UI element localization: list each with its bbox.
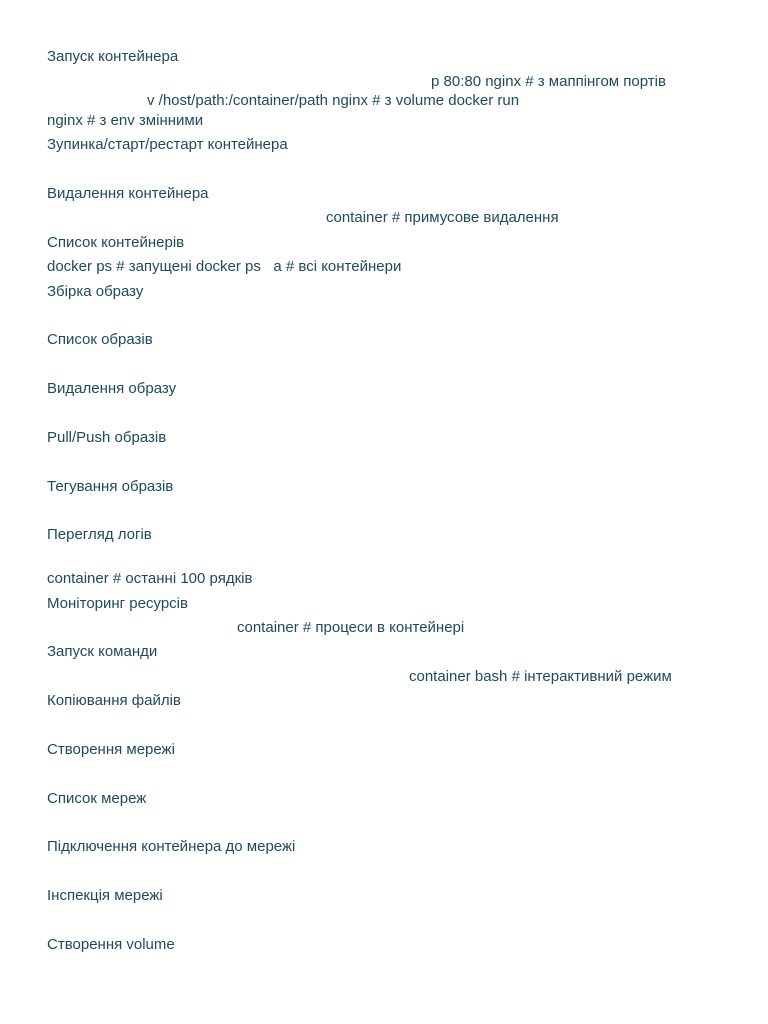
section-heading-create-network: Створення мережі — [47, 741, 175, 758]
section-heading-exec-command: Запуск команди — [47, 643, 158, 660]
code-comment-tail-100: container # останні 100 рядків — [47, 570, 253, 587]
code-comment-volume: v /host/path:/container/path nginx # з volume docker run — [147, 92, 520, 109]
code-comment-port-mapping: p 80:80 nginx # з маппінгом портів — [431, 73, 666, 90]
section-heading-list-networks: Список мереж — [47, 790, 147, 807]
section-heading-connect-network: Підключення контейнера до мережі — [47, 838, 296, 855]
section-heading-create-volume: Створення volume — [47, 936, 175, 953]
code-comment-force-remove: container # примусове видалення — [326, 209, 559, 226]
section-heading-pull-push: Pull/Push образів — [47, 429, 167, 446]
section-heading-inspect-network: Інспекція мережі — [47, 887, 163, 904]
section-heading-tag-images: Тегування образів — [47, 478, 174, 495]
code-comment-interactive: container bash # інтерактивний режим — [409, 668, 672, 685]
section-heading-view-logs: Перегляд логів — [47, 526, 152, 543]
section-heading-run-container: Запуск контейнера — [47, 48, 179, 65]
section-heading-remove-image: Видалення образу — [47, 380, 177, 397]
section-heading-list-containers: Список контейнерів — [47, 234, 185, 251]
section-heading-build-image: Збірка образу — [47, 283, 144, 300]
section-heading-copy-files: Копіювання файлів — [47, 692, 181, 709]
section-heading-list-images: Список образів — [47, 331, 153, 348]
code-comment-docker-ps: docker ps # запущені docker ps a # всі контейнери — [47, 258, 402, 275]
code-comment-env: nginx # з env змінними — [47, 112, 204, 129]
section-heading-stop-start-restart: Зупинка/старт/рестарт контейнера — [47, 136, 288, 153]
code-comment-processes: container # процеси в контейнері — [237, 619, 465, 636]
section-heading-remove-container: Видалення контейнера — [47, 185, 209, 202]
section-heading-resource-monitoring: Моніторинг ресурсів — [47, 595, 188, 612]
